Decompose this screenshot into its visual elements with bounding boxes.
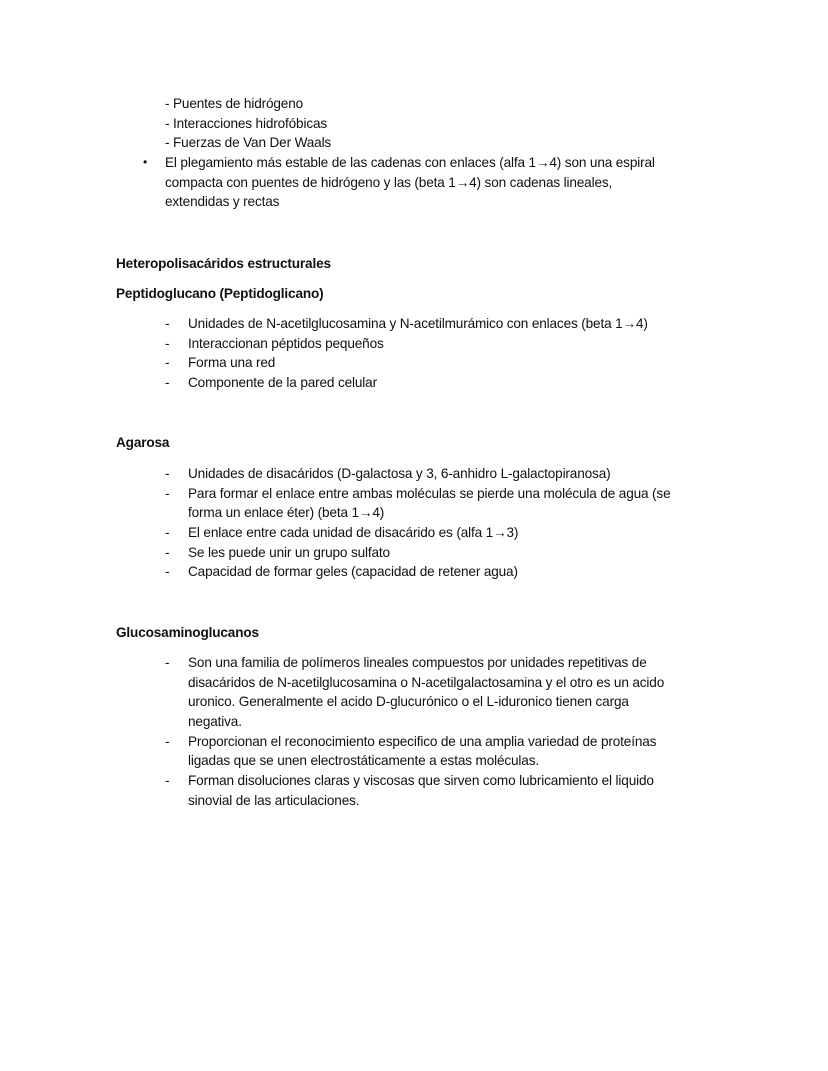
list-item-line: disacáridos de N-acetilglucosamina o N-acetilgalactosamina y el otro es un acido — [188, 674, 665, 690]
subsection-title: Peptidoglucano (Peptidoglicano) — [116, 286, 324, 301]
list-item-line: Unidades de N-acetilglucosamina y N-acetilmurámico con enlaces (beta 1→4) — [188, 316, 648, 331]
dash-marker: - — [165, 375, 170, 391]
dash-marker: - — [165, 466, 170, 481]
dash-list — [0, 464, 828, 582]
dash-marker: - — [165, 316, 170, 331]
dash-marker: - — [165, 655, 170, 670]
list-item-line: forma un enlace éter) (beta 1→4) — [188, 505, 385, 521]
dash-list — [0, 314, 828, 393]
subsection-title: Agarosa — [116, 435, 170, 450]
bullet-line: El plegamiento más estable de las cadenas con enlaces (alfa 1→4) son una espiral — [165, 155, 655, 170]
list-item — [0, 523, 828, 543]
dash-marker: - — [165, 733, 170, 749]
dash-marker: - — [165, 525, 170, 541]
list-item-line: uronico. Generalmente el acido D-glucurónico o el L-iduronico tienen carga — [188, 694, 629, 710]
intro-sub-list — [0, 94, 828, 153]
dash-list — [0, 653, 828, 811]
list-item — [0, 484, 828, 523]
subsection-title: Glucosaminoglucanos — [116, 625, 259, 640]
list-item-line: Unidades de disacáridos (D-galactosa y 3, 6-anhidro L-galactopiranosa) — [188, 466, 611, 481]
section-heading: Heteropolisacáridos estructurales — [116, 256, 331, 271]
list-item-line: Capacidad de formar geles (capacidad de retener agua) — [188, 564, 518, 580]
list-item — [0, 732, 828, 771]
list-item — [0, 562, 828, 582]
list-item-line: ligadas que se unen electrostáticamente a estas moléculas. — [188, 753, 539, 769]
dash-marker: - — [165, 335, 170, 351]
list-item-line: negativa. — [188, 714, 242, 730]
list-item-line: Forma una red — [188, 355, 276, 371]
bullet-marker: • — [143, 155, 148, 169]
list-item-line: Proporcionan el reconocimiento especifico de una amplia variedad de proteínas — [188, 733, 657, 749]
dash-marker: - — [165, 485, 170, 501]
list-item-line: sinovial de las articulaciones. — [188, 792, 360, 808]
bullet-line: extendidas y rectas — [165, 194, 280, 210]
list-item-line: Se les puede unir un grupo sulfato — [188, 544, 390, 560]
list-item — [0, 353, 828, 373]
list-item — [0, 464, 828, 484]
list-item-line: Para formar el enlace entre ambas moléculas se pierde una molécula de agua (se — [188, 485, 671, 501]
dash-marker: - — [165, 773, 170, 789]
list-item — [0, 653, 828, 732]
list-item-line: Componente de la pared celular — [188, 375, 377, 391]
list-item — [0, 543, 828, 563]
list-item-line: Son una familia de polímeros lineales compuestos por unidades repetitivas de — [188, 655, 647, 670]
list-item — [0, 771, 828, 810]
sub-item: - Interacciones hidrofóbicas — [165, 115, 328, 131]
sub-item: - Fuerzas de Van Der Waals — [165, 135, 332, 151]
list-item — [0, 314, 828, 334]
list-item-line: Interaccionan péptidos pequeños — [188, 335, 384, 351]
dash-marker: - — [165, 544, 170, 560]
list-item — [0, 373, 828, 393]
list-item — [0, 334, 828, 354]
sub-item: - Puentes de hidrógeno — [165, 96, 304, 111]
list-item-line: El enlace entre cada unidad de disacárido es (alfa 1→3) — [188, 525, 519, 541]
dash-marker: - — [165, 355, 170, 371]
intro-bullet — [0, 153, 828, 212]
dash-marker: - — [165, 564, 170, 580]
bullet-line: compacta con puentes de hidrógeno y las (beta 1→4) son cadenas lineales, — [165, 174, 613, 190]
list-item-line: Forman disoluciones claras y viscosas que sirven como lubricamiento el liquido — [188, 773, 654, 789]
